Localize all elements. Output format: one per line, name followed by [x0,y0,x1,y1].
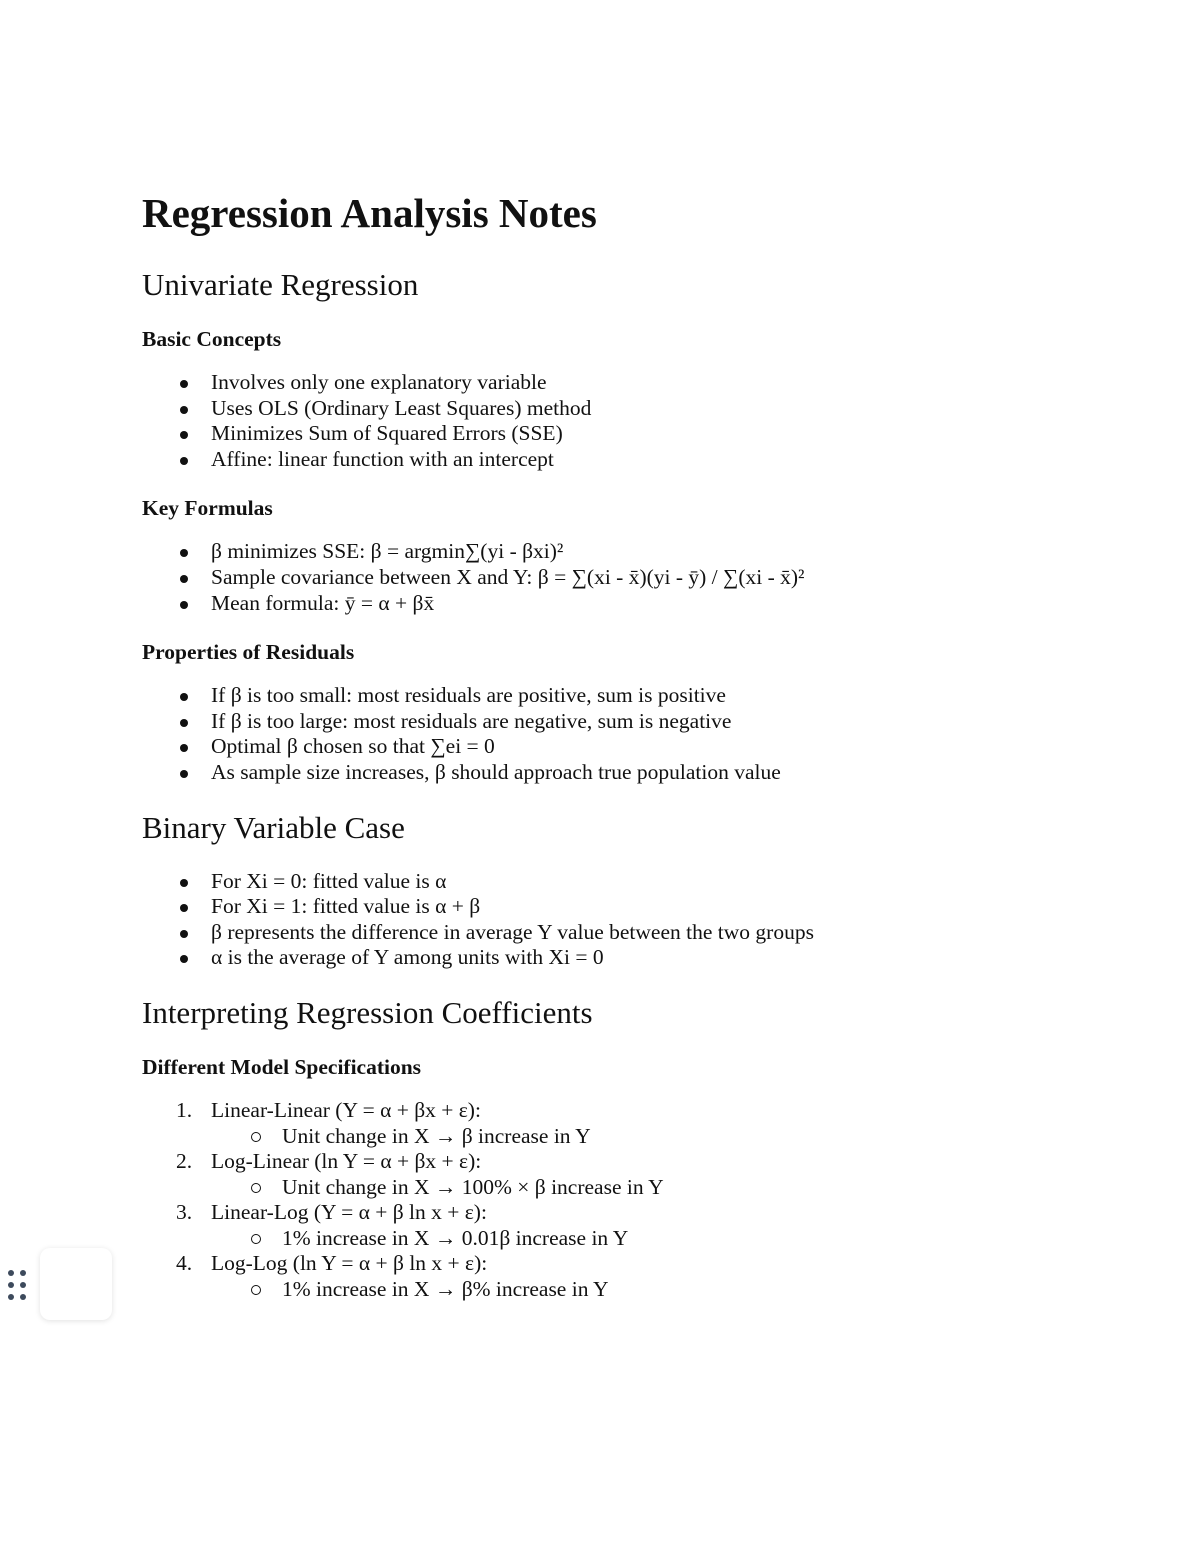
list-item: Sample covariance between X and Y: β = ∑(xi - x̄)(yi - ȳ) / ∑(xi - x̄)² [142,565,1142,591]
list-item: β represents the difference in average Y value between the two groups [142,920,1142,946]
spec-label: Log-Linear (ln Y = α + βx + ε): [211,1149,482,1174]
document-page [142,188,1142,1303]
sub-list-item: Unit change in X → 100% × β increase in Y [211,1175,1142,1201]
list-item: Involves only one explanatory variable [142,370,1142,396]
sub-list-item: 1% increase in X → 0.01β increase in Y [211,1226,1142,1252]
spec-sublist [211,1124,1142,1150]
list-item: Minimizes Sum of Squared Errors (SSE) [142,421,1142,447]
list-item: As sample size increases, β should approach true population value [142,760,1142,786]
list-number: 2. [176,1149,193,1174]
spec-label: Log-Log (ln Y = α + β ln x + ε): [211,1251,488,1276]
subsection-heading-model-specs: Different Model Specifications [142,1054,422,1079]
section-heading-binary: Binary Variable Case [142,809,405,845]
spec-label: Linear-Log (Y = α + β ln x + ε): [211,1200,487,1225]
subsection-heading-key-formulas: Key Formulas [142,496,273,521]
list-item: Mean formula: ȳ = α + βx̄ [142,591,1142,617]
binary-list [142,869,1142,971]
key-formulas-list [142,539,1142,616]
sub-list-item: Unit change in X → β increase in Y [211,1124,1142,1150]
drag-handle-icon[interactable] [6,1268,30,1304]
list-number: 1. [176,1097,193,1122]
list-number: 3. [176,1200,193,1225]
spec-sublist [211,1277,1142,1303]
residuals-list [142,683,1142,785]
spec-sublist [211,1175,1142,1201]
list-item: If β is too large: most residuals are negative, sum is negative [142,709,1142,735]
section-heading-univariate: Univariate Regression [142,267,419,302]
list-item: If β is too small: most residuals are positive, sum is positive [142,683,1142,709]
subsection-heading-basic-concepts: Basic Concepts [142,327,282,351]
sub-list-item: 1% increase in X → β% increase in Y [211,1277,1142,1303]
list-item: Affine: linear function with an intercept [142,447,1142,473]
spec-item [142,1200,1142,1251]
page-title: Regression Analysis Notes [142,190,597,236]
spec-label: Linear-Linear (Y = α + βx + ε): [211,1097,481,1122]
model-specs-list [142,1098,1142,1303]
list-item: β minimizes SSE: β = argmin∑(yi - βxi)² [142,539,1142,565]
spec-item [142,1251,1142,1302]
list-item: For Xi = 1: fitted value is α + β [142,894,1142,920]
list-item: Uses OLS (Ordinary Least Squares) method [142,396,1142,422]
section-heading-interpreting: Interpreting Regression Coefficients [142,994,593,1030]
list-item: α is the average of Y among units with Xi = 0 [142,945,1142,971]
basic-concepts-list [142,370,1142,472]
list-item: For Xi = 0: fitted value is α [142,869,1142,895]
spec-item [142,1098,1142,1149]
spec-sublist [211,1226,1142,1252]
floating-toolbar-card[interactable] [40,1248,112,1320]
list-number: 4. [176,1251,193,1276]
spec-item [142,1149,1142,1200]
list-item: Optimal β chosen so that ∑ei = 0 [142,734,1142,760]
subsection-heading-residuals: Properties of Residuals [142,640,355,665]
